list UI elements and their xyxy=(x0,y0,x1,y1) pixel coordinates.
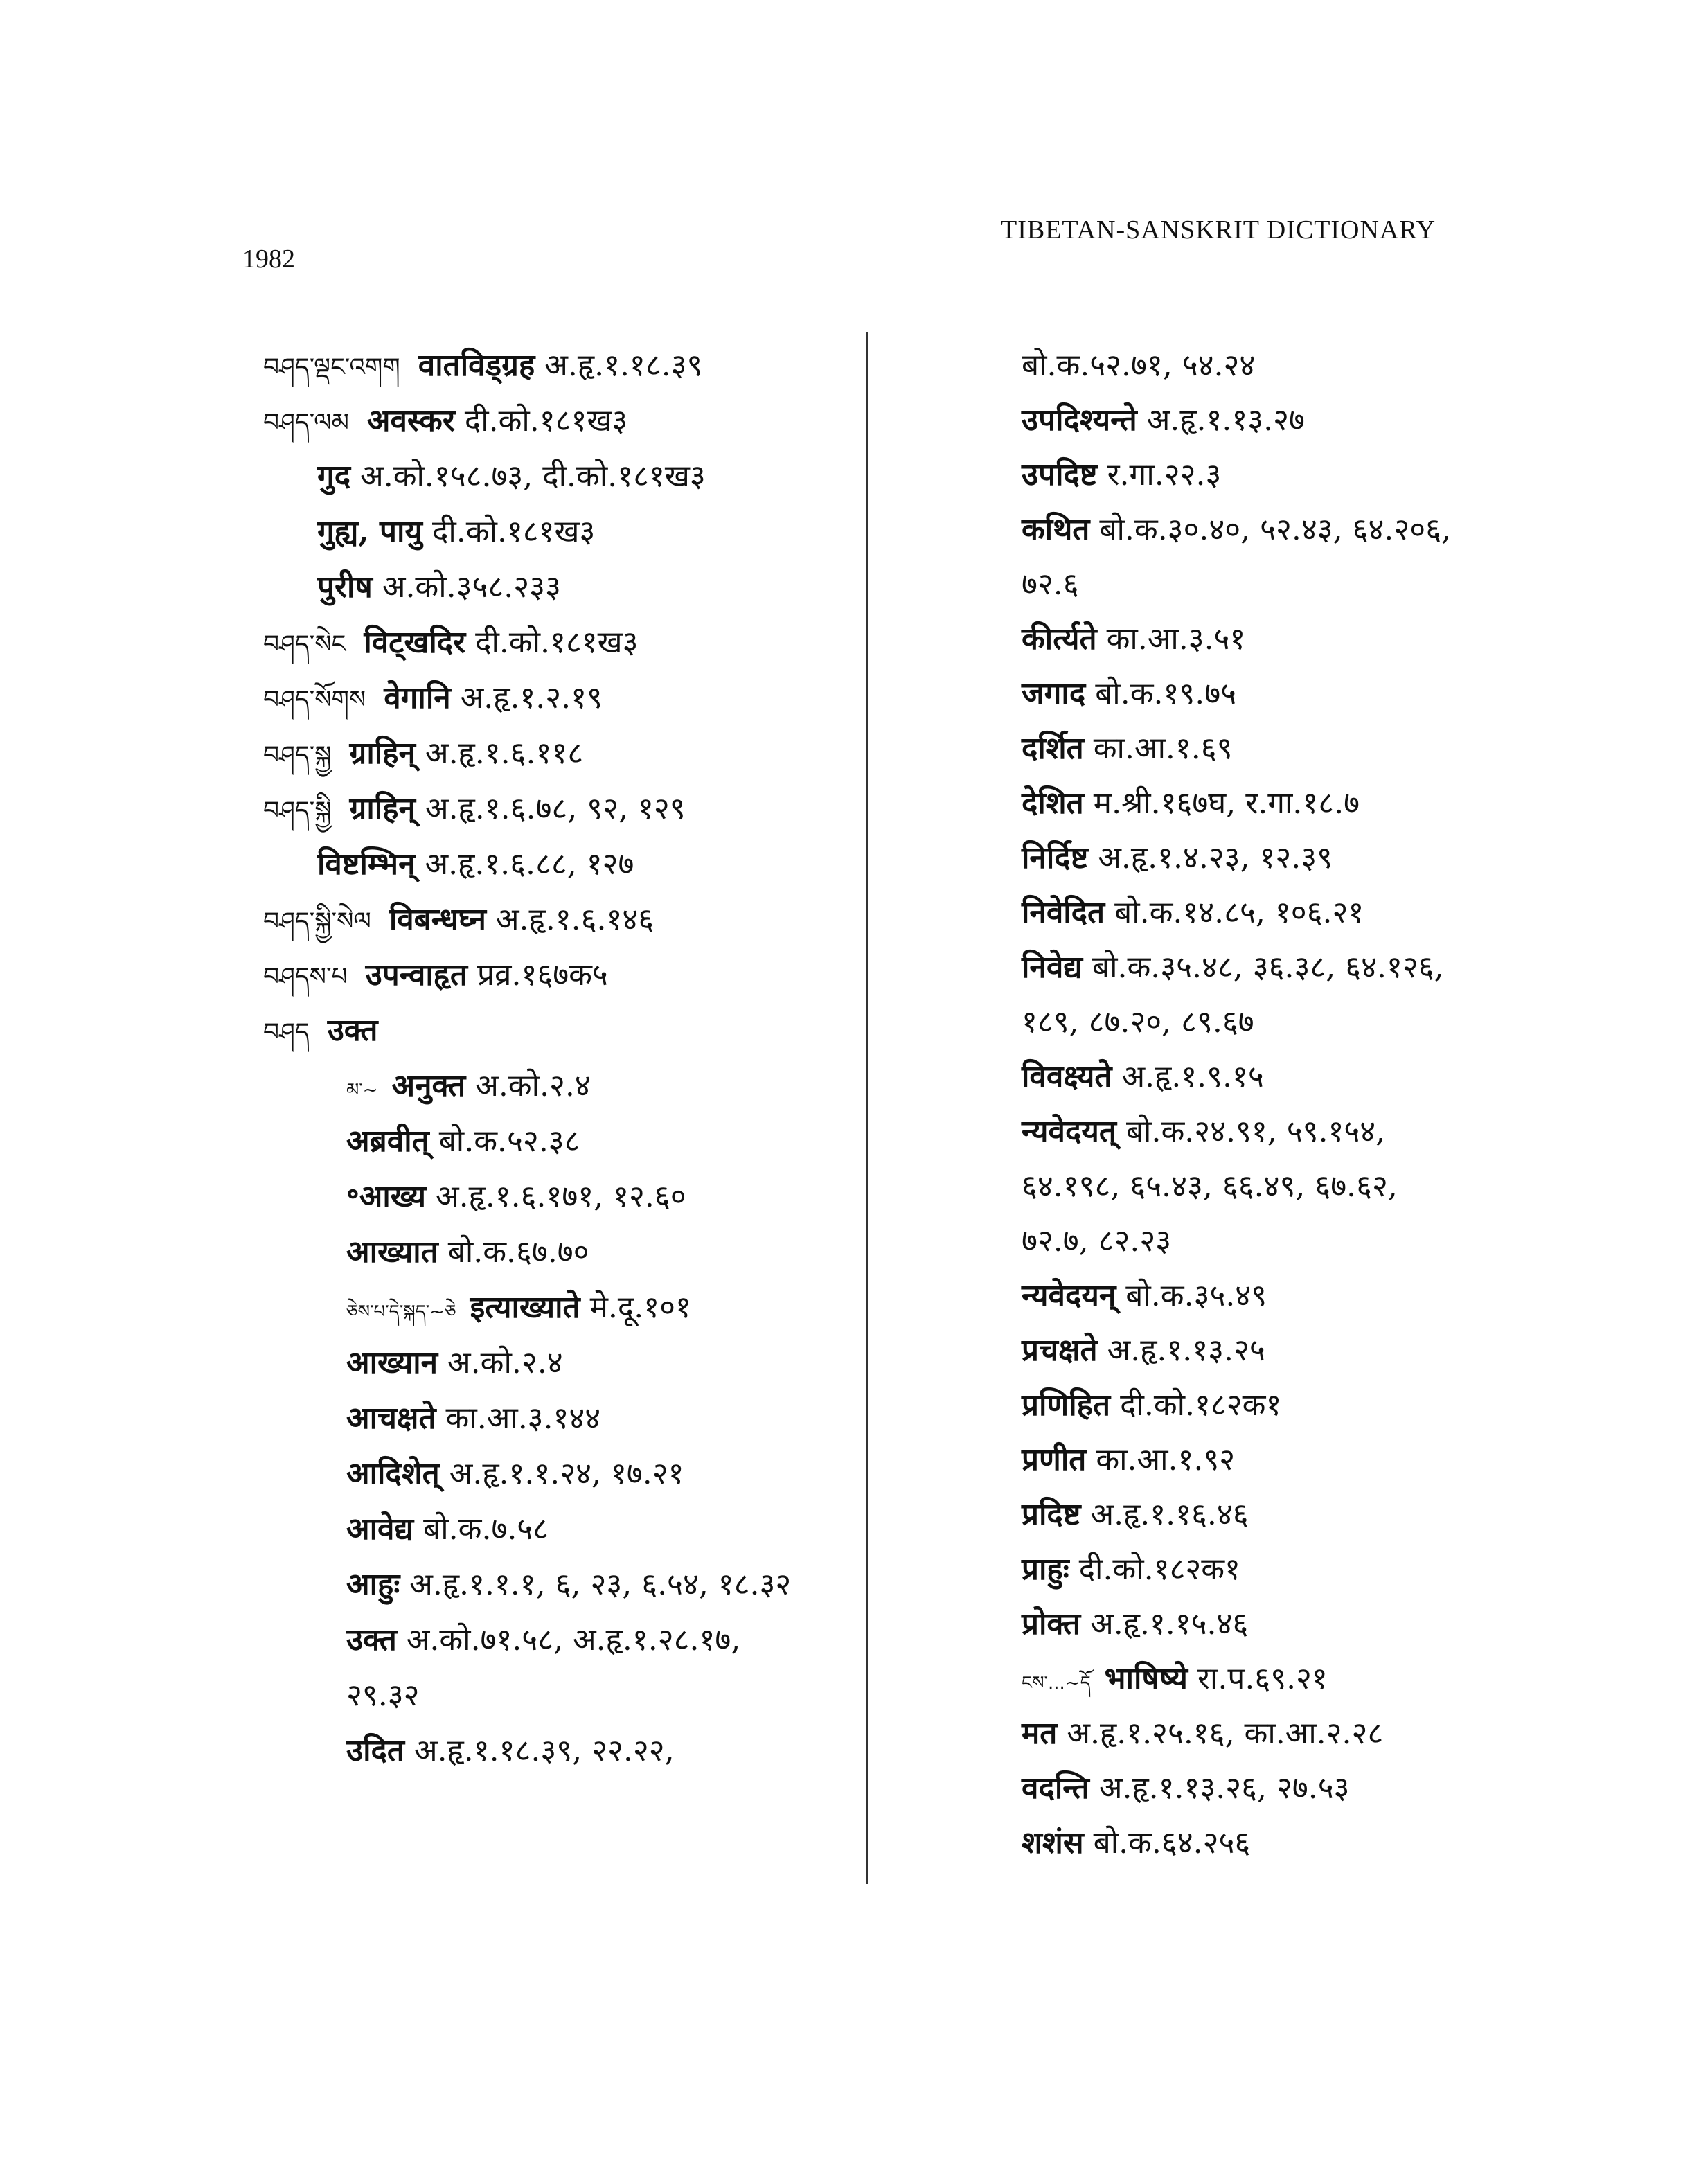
dictionary-entry xyxy=(263,1668,859,1723)
sanskrit-headword: उपदिश्यन्ते xyxy=(1022,402,1137,438)
source-reference: अ.हृ.१.९.१५ xyxy=(1121,1059,1264,1094)
sanskrit-headword: न्यवेदयन् xyxy=(1022,1278,1116,1313)
source-reference: ७२.६ xyxy=(1022,567,1079,602)
dictionary-entry xyxy=(263,837,859,892)
sanskrit-headword: आख्यात xyxy=(346,1234,438,1270)
sanskrit-headword: अब्रवीत् xyxy=(346,1124,429,1159)
source-reference: बो.क.७.५८ xyxy=(423,1511,549,1547)
source-reference: दी.को.१८२क१ xyxy=(1078,1552,1240,1587)
sanskrit-headword: आदिशेत् xyxy=(346,1456,440,1491)
dictionary-entry xyxy=(935,1487,1531,1542)
sanskrit-headword: जगाद xyxy=(1022,676,1086,711)
sanskrit-headword: आख्यान xyxy=(346,1345,438,1380)
source-reference: अ.हृ.१.६.८८, १२७ xyxy=(425,846,634,882)
source-reference: अ.हृ.१.६.१७१, १२.६० xyxy=(435,1179,686,1214)
source-reference: अ.को.२.४ xyxy=(475,1068,591,1103)
source-reference: अ.हृ.१.१६.४६ xyxy=(1090,1497,1249,1532)
source-reference: दी.को.१८१ख३ xyxy=(431,514,596,549)
dictionary-entry xyxy=(935,940,1531,995)
source-reference: बो.क.५२.७१, ५४.२४ xyxy=(1022,348,1256,383)
source-reference: बो.क.६४.२५६ xyxy=(1093,1825,1251,1861)
tibetan-term: བཤད་སོགས xyxy=(263,686,366,714)
sanskrit-headword: न्यवेदयत् xyxy=(1022,1114,1116,1149)
dictionary-entry xyxy=(935,1268,1531,1323)
dictionary-entry xyxy=(263,1169,859,1225)
tibetan-term: བཤད་ལྡང་འགག xyxy=(263,353,400,382)
dictionary-entry xyxy=(935,1432,1531,1487)
source-reference: अ.हृ.१.१.१, ६, २३, ६.५४, १८.३२ xyxy=(409,1567,792,1602)
sanskrit-headword: उदित xyxy=(346,1733,404,1768)
source-reference: अ.हृ.१.१८.३९ xyxy=(544,348,703,383)
running-head: TIBETAN-SANSKRIT DICTIONARY xyxy=(1001,215,1436,245)
source-reference: ६४.१९८, ६५.४३, ६६.४९, ६७.६२, xyxy=(1022,1169,1398,1204)
dictionary-entry xyxy=(935,1104,1531,1159)
sanskrit-headword: अवस्कर xyxy=(366,403,455,438)
dictionary-entry xyxy=(263,338,859,393)
sanskrit-headword: प्रोक्त xyxy=(1022,1606,1081,1642)
sanskrit-headword: दर्शित xyxy=(1022,731,1084,766)
sanskrit-headword: प्रदिष्ट xyxy=(1022,1497,1081,1532)
source-reference: का.आ.३.५१ xyxy=(1106,621,1246,657)
sanskrit-headword: प्रचक्षते xyxy=(1022,1333,1098,1368)
source-reference: अ.हृ.१.१३.२७ xyxy=(1146,402,1305,438)
source-reference: अ.हृ.१.१३.२६, २७.५३ xyxy=(1098,1770,1350,1806)
dictionary-entry xyxy=(263,615,859,671)
sanskrit-headword: प्राहुः xyxy=(1022,1552,1069,1587)
dictionary-entry xyxy=(263,504,859,560)
sanskrit-headword: भाषिष्ये xyxy=(1104,1661,1188,1696)
dictionary-entry xyxy=(263,1557,859,1613)
source-reference: अ.हृ.१.६.१४६ xyxy=(495,902,654,937)
tibetan-term: བཤད་སྐྱི་སེལ xyxy=(263,907,371,936)
dictionary-entry xyxy=(935,995,1531,1049)
dictionary-entry xyxy=(263,1114,859,1169)
source-reference: बो.क.३५.४८, ३६.३८, ६४.१२६, xyxy=(1092,950,1444,985)
dictionary-entry xyxy=(935,1815,1531,1870)
dictionary-entry xyxy=(935,1761,1531,1815)
dictionary-entry xyxy=(263,1225,859,1280)
sanskrit-headword: निवेदित xyxy=(1022,895,1105,930)
sanskrit-headword: विवक्ष्यते xyxy=(1022,1059,1112,1094)
tibetan-term: བཤད་སྐྱི xyxy=(263,797,332,825)
dictionary-entry xyxy=(263,1003,859,1058)
sanskrit-headword: उक्त xyxy=(346,1622,397,1658)
dictionary-entry xyxy=(263,1723,859,1779)
sanskrit-headword: गुद xyxy=(317,459,351,494)
sanskrit-headword: प्रणीत xyxy=(1022,1442,1087,1477)
source-reference: अ.को.३५८.२३३ xyxy=(382,569,561,605)
sanskrit-headword: विष्टम्भिन् xyxy=(317,846,416,882)
sanskrit-headword: निर्दिष्ट xyxy=(1022,840,1089,876)
source-reference: रा.प.६९.२१ xyxy=(1197,1661,1328,1696)
source-reference: अ.हृ.१.२५.१६, का.आ.२.२८ xyxy=(1067,1716,1384,1751)
sanskrit-headword: अनुक्त xyxy=(391,1068,466,1103)
source-reference: बो.क.६७.७० xyxy=(447,1234,589,1270)
source-reference: दी.को.१८२क१ xyxy=(1120,1387,1282,1423)
tibetan-term: ཅེས་པ་དེ་སྐད་~ཅེ xyxy=(346,1302,456,1322)
sanskrit-headword: वेगानि xyxy=(384,680,451,716)
dictionary-entry xyxy=(263,892,859,948)
source-reference: बो.क.३५.४९ xyxy=(1125,1278,1267,1313)
source-reference: अ.हृ.१.१८.३९, २२.२२, xyxy=(413,1733,675,1768)
source-reference: मे.दू.१०१ xyxy=(589,1290,691,1325)
source-reference: म.श्री.१६७घ, र.गा.१८.७ xyxy=(1093,785,1360,821)
tibetan-term: བཤད xyxy=(263,1018,310,1047)
source-reference: अ.हृ.१.२.१९ xyxy=(460,680,603,716)
dictionary-entry xyxy=(935,1378,1531,1432)
sanskrit-headword: शशंस xyxy=(1022,1825,1084,1861)
source-reference: ७२.७, ८२.२३ xyxy=(1022,1223,1172,1259)
source-reference: २९.३२ xyxy=(346,1678,420,1713)
sanskrit-headword: निवेद्य xyxy=(1022,950,1083,985)
sanskrit-headword: उपदिष्ट xyxy=(1022,457,1098,492)
tibetan-term: བཤད་སེང xyxy=(263,630,346,659)
dictionary-entry xyxy=(263,1280,859,1335)
sanskrit-headword: विट्खदिर xyxy=(364,625,466,660)
source-reference: का.आ.१.९२ xyxy=(1096,1442,1236,1477)
source-reference: प्रव्र.१६७क५ xyxy=(477,957,608,993)
dictionary-entry xyxy=(935,831,1531,885)
sanskrit-headword: मत xyxy=(1022,1716,1058,1751)
source-reference: दी.को.१८१ख३ xyxy=(475,625,639,660)
source-reference: का.आ.३.१४४ xyxy=(445,1401,601,1436)
page-number: 1982 xyxy=(242,245,295,274)
source-reference: अ.हृ.१.४.२३, १२.३९ xyxy=(1098,840,1333,876)
left-column xyxy=(263,338,859,1779)
dictionary-entry xyxy=(935,1159,1531,1214)
sanskrit-headword: वदन्ति xyxy=(1022,1770,1089,1806)
dictionary-entry xyxy=(263,1058,859,1114)
source-reference: दी.को.१८१ख३ xyxy=(464,403,628,438)
dictionary-entry xyxy=(935,338,1531,393)
tibetan-term: བཤདས་པ xyxy=(263,963,348,991)
sanskrit-headword: गुह्य, पायु xyxy=(317,514,422,549)
dictionary-entry xyxy=(935,447,1531,502)
sanskrit-headword: देशित xyxy=(1022,785,1084,821)
sanskrit-headword: उपन्वाहृत xyxy=(365,957,468,993)
tibetan-term: བཤད་ལམ xyxy=(263,409,349,437)
dictionary-entry xyxy=(935,776,1531,831)
sanskrit-headword: उक्त xyxy=(327,1013,378,1048)
source-reference: अ.को.२.४ xyxy=(447,1345,563,1380)
dictionary-entry xyxy=(263,671,859,726)
dictionary-entry xyxy=(263,726,859,781)
dictionary-entry xyxy=(935,1542,1531,1597)
sanskrit-headword: आहुः xyxy=(346,1567,400,1602)
source-reference: का.आ.१.६९ xyxy=(1093,731,1233,766)
dictionary-entry xyxy=(263,560,859,615)
source-reference: र.गा.२२.३ xyxy=(1107,457,1222,492)
source-reference: बो.क.१४.८५, १०६.२१ xyxy=(1114,895,1364,930)
dictionary-entry xyxy=(935,1214,1531,1268)
dictionary-entry xyxy=(935,1323,1531,1378)
dictionary-entry xyxy=(263,393,859,449)
source-reference: अ.हृ.१.१५.४६ xyxy=(1090,1606,1249,1642)
source-reference: बो.क.२४.९१, ५९.१५४, xyxy=(1125,1114,1386,1149)
dictionary-entry xyxy=(935,1049,1531,1104)
dictionary-entry xyxy=(263,1391,859,1446)
dictionary-entry xyxy=(263,1613,859,1668)
sanskrit-headword: पुरीष xyxy=(317,569,373,605)
dictionary-entry xyxy=(263,948,859,1003)
dictionary-entry xyxy=(263,449,859,504)
source-reference: अ.हृ.१.१३.२५ xyxy=(1107,1333,1265,1368)
tibetan-term: མ་~ xyxy=(346,1080,378,1101)
sanskrit-headword: कथित xyxy=(1022,512,1090,547)
dictionary-entry xyxy=(263,1446,859,1502)
tibetan-term: ངས་...~དོ xyxy=(1022,1673,1091,1694)
tibetan-term: བཤད་སྐྱ xyxy=(263,741,332,770)
sanskrit-headword: ग्राहिन् xyxy=(349,736,416,771)
sanskrit-headword: वातविड्ग्रह xyxy=(418,348,535,383)
source-reference: अ.हृ.१.६.११८ xyxy=(425,736,584,771)
dictionary-entry xyxy=(263,1335,859,1391)
dictionary-entry xyxy=(263,1502,859,1557)
sanskrit-headword: विबन्धघ्न xyxy=(389,902,486,937)
sanskrit-headword: ॰आख्य xyxy=(346,1179,426,1214)
dictionary-entry xyxy=(935,612,1531,666)
source-reference: १८९, ८७.२०, ८९.६७ xyxy=(1022,1004,1254,1040)
sanskrit-headword: आचक्षते xyxy=(346,1401,436,1436)
sanskrit-headword: इत्याख्याते xyxy=(470,1290,580,1325)
sanskrit-headword: कीर्त्यते xyxy=(1022,621,1097,657)
dictionary-entry xyxy=(935,721,1531,776)
dictionary-entry xyxy=(263,781,859,837)
column-divider xyxy=(866,332,868,1884)
dictionary-entry xyxy=(935,502,1531,557)
source-reference: अ.को.१५८.७३, दी.को.१८१ख३ xyxy=(360,459,706,494)
dictionary-entry xyxy=(935,1651,1531,1706)
right-column xyxy=(935,338,1531,1870)
source-reference: अ.हृ.१.१.२४, १७.२१ xyxy=(449,1456,684,1491)
source-reference: बो.क.३०.४०, ५२.४३, ६४.२०६, xyxy=(1099,512,1452,547)
dictionary-entry xyxy=(935,885,1531,940)
dictionary-entry xyxy=(935,557,1531,612)
source-reference: बो.क.१९.७५ xyxy=(1095,676,1236,711)
sanskrit-headword: आवेद्य xyxy=(346,1511,414,1547)
source-reference: बो.क.५२.३८ xyxy=(438,1124,580,1159)
sanskrit-headword: ग्राहिन् xyxy=(349,791,416,826)
source-reference: अ.को.७१.५८, अ.हृ.१.२८.१७, xyxy=(406,1622,741,1658)
dictionary-entry xyxy=(935,393,1531,447)
dictionary-entry xyxy=(935,666,1531,721)
dictionary-entry xyxy=(935,1706,1531,1761)
dictionary-entry xyxy=(935,1597,1531,1651)
source-reference: अ.हृ.१.६.७८, ९२, १२९ xyxy=(425,791,686,826)
sanskrit-headword: प्रणिहित xyxy=(1022,1387,1111,1423)
